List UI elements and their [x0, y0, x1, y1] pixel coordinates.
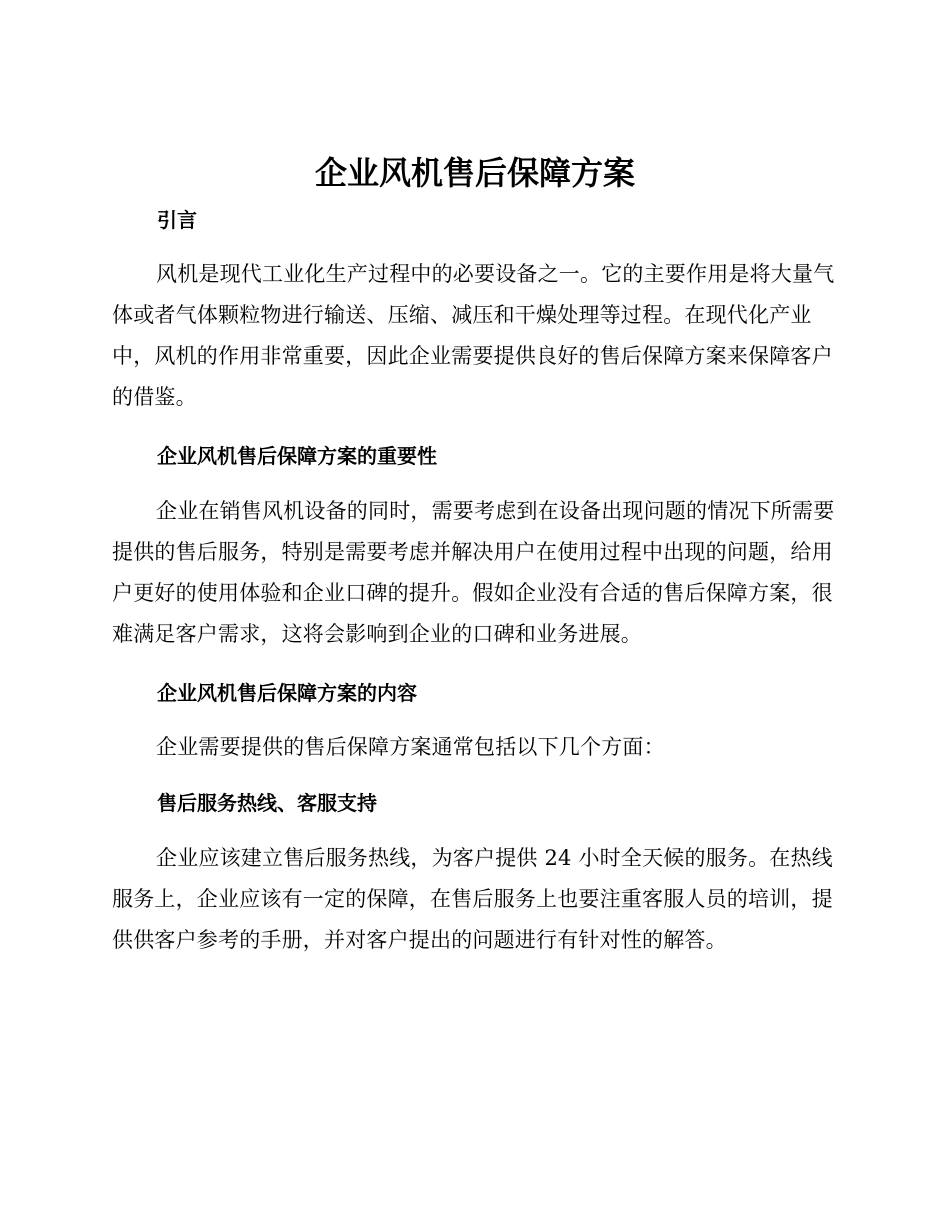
document-title: 企业风机售后保障方案 [314, 154, 635, 192]
section-heading-hotline: 售后服务热线、客服支持 [157, 791, 377, 815]
hotline-paragraph: 企业应该建立售后服务热线，为客户提供 24 小时全天候的服务。在热线服务上，企业应该有一定的保障，在售后服务上也要注重客服人员的培训，提供供客户参考的手册，并对客户提出的问题进行有针对性的解答。 [112, 846, 833, 952]
section-heading-content: 企业风机售后保障方案的内容 [157, 681, 417, 705]
section-heading-importance: 企业风机售后保障方案的重要性 [157, 444, 437, 468]
importance-paragraph: 企业在销售风机设备的同时，需要考虑到在设备出现问题的情况下所需要提供的售后服务，特别是需要考虑并解决用户在使用过程中出现的问题，给用户更好的使用体验和企业口碑的提升。假如企业没有合适的售后保障方案，很难满足客户需求，这将会影响到企业的口碑和业务进展。 [112, 499, 835, 646]
content-paragraph: 企业需要提供的售后保障方案通常包括以下几个方面： [156, 735, 665, 759]
introduction-paragraph: 风机是现代工业化生产过程中的必要设备之一。它的主要作用是将大量气体或者气体颗粒物进行输送、压缩、减压和干燥处理等过程。在现代化产业中，风机的作用非常重要，因此企业需要提供良好的售后保障方案来保障客户的借鉴。 [112, 262, 835, 409]
section-heading-introduction: 引言 [157, 208, 197, 232]
